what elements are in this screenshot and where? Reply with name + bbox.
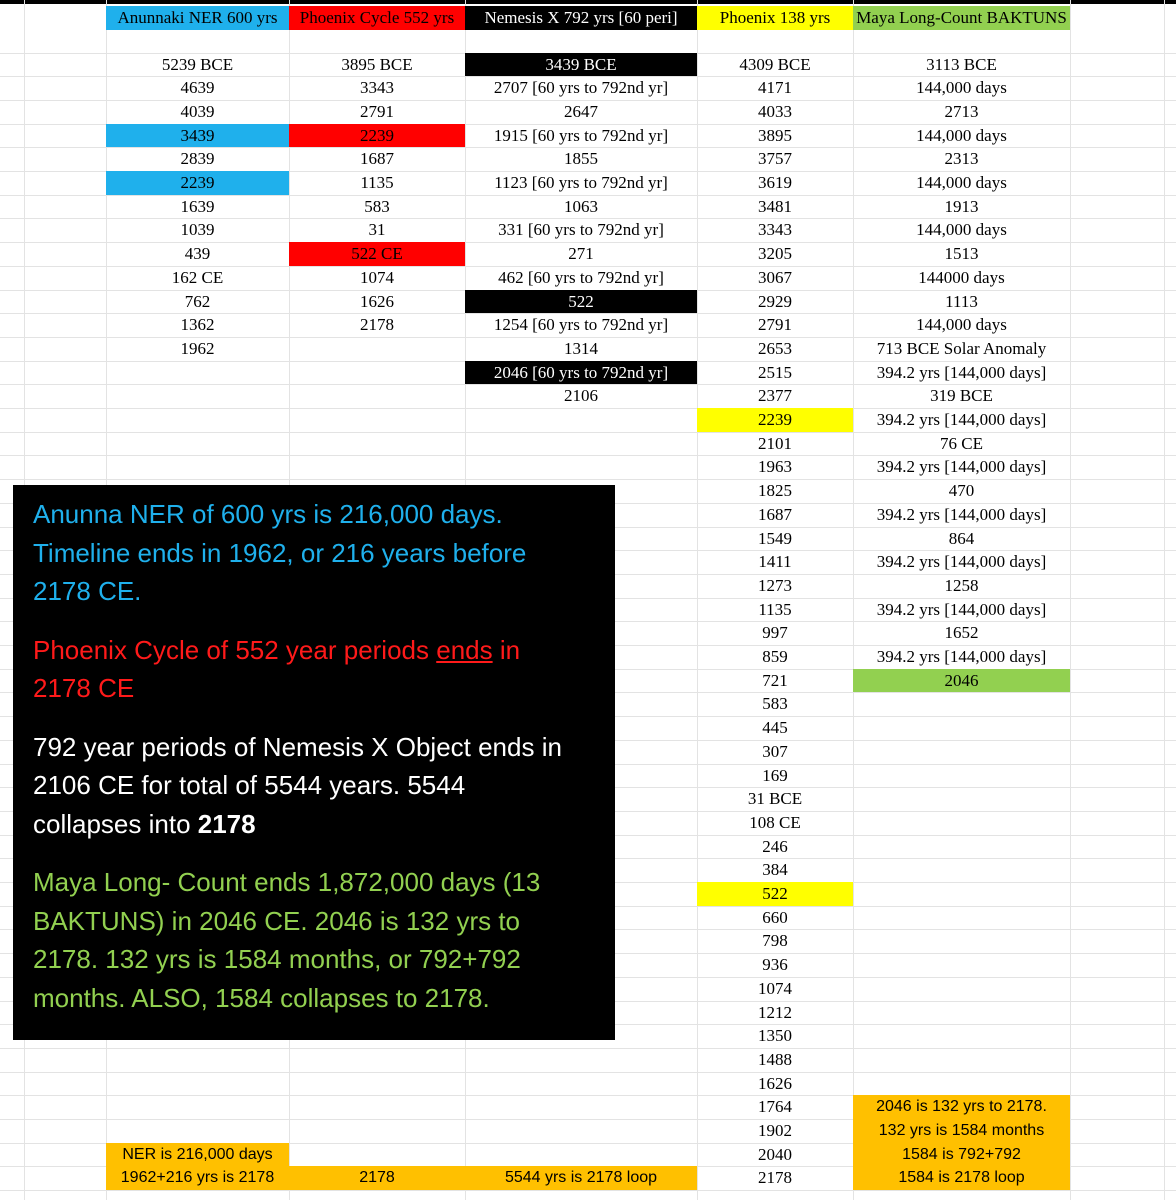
data-cell[interactable]: 1039 <box>180 220 215 240</box>
data-cell[interactable]: 3757 <box>758 149 792 169</box>
data-cell[interactable]: 1314 <box>564 338 598 358</box>
data-cell[interactable]: 462 [60 yrs to 792nd yr] <box>498 267 664 287</box>
data-cell[interactable]: 2929 <box>758 291 792 311</box>
data-cell[interactable]: 1963 <box>758 457 792 477</box>
column-header-2[interactable]: Phoenix Cycle 552 yrs <box>289 6 465 30</box>
data-cell[interactable]: 583 <box>364 196 390 216</box>
summary-cell[interactable]: NER is 216,000 days <box>106 1143 289 1167</box>
data-cell[interactable]: 3113 BCE <box>926 54 997 74</box>
data-cell[interactable]: 2178 <box>758 1168 792 1188</box>
gridline-horizontal <box>0 1190 1176 1191</box>
data-cell[interactable]: 1652 <box>944 623 979 643</box>
summary-cell[interactable]: 2046 is 132 yrs to 2178. <box>853 1095 1070 1119</box>
data-cell[interactable]: 331 [60 yrs to 792nd yr] <box>498 220 664 240</box>
data-cell[interactable]: 2178 <box>360 315 394 335</box>
data-cell[interactable]: 2791 <box>758 315 792 335</box>
data-cell[interactable]: 1825 <box>758 481 792 501</box>
data-cell[interactable]: 2707 [60 yrs to 792nd yr] <box>493 78 669 98</box>
data-cell[interactable]: 1063 <box>564 196 598 216</box>
data-cell[interactable]: 384 <box>762 860 788 880</box>
data-cell[interactable]: 144,000 days <box>916 220 1007 240</box>
data-cell[interactable]: 3439 <box>106 124 289 148</box>
data-cell[interactable]: 1074 <box>758 978 792 998</box>
data-cell[interactable]: 1135 <box>360 173 394 192</box>
data-cell[interactable]: 859 <box>762 647 788 666</box>
data-cell[interactable]: 2377 <box>758 386 792 406</box>
data-cell[interactable]: 1123 [60 yrs to 792nd yr] <box>494 173 668 192</box>
data-cell[interactable]: 997 <box>762 623 788 643</box>
data-cell[interactable]: 3895 BCE <box>341 54 413 74</box>
data-cell[interactable]: 319 BCE <box>930 386 993 406</box>
gridline-horizontal <box>0 1048 1176 1049</box>
data-cell[interactable]: 2515 <box>758 362 792 382</box>
data-cell[interactable]: 1962 <box>180 338 215 358</box>
data-cell[interactable]: 3067 <box>758 267 792 287</box>
data-cell[interactable]: 31 <box>368 220 386 240</box>
data-cell[interactable]: 246 <box>762 836 788 856</box>
data-cell[interactable]: 31 BCE <box>747 789 803 809</box>
data-cell[interactable]: 3205 <box>758 244 792 264</box>
note-nemesis: 792 year periods of Nemesis X Object ends in 2106 CE for total of 5544 years. 5544 collapses into 2178 <box>33 731 562 839</box>
data-cell[interactable]: 1639 <box>180 196 215 216</box>
data-cell[interactable]: 439 <box>184 244 211 264</box>
data-cell[interactable]: 144,000 days <box>916 125 1007 145</box>
data-cell[interactable]: 307 <box>762 741 788 761</box>
data-cell[interactable]: 2101 <box>758 433 792 453</box>
data-cell[interactable]: 169 <box>762 765 788 785</box>
data-cell[interactable]: 583 <box>762 694 788 714</box>
data-cell[interactable]: 3343 <box>360 78 394 98</box>
data-cell[interactable]: 3481 <box>758 196 792 216</box>
data-cell[interactable]: 1626 <box>758 1073 792 1093</box>
data-cell[interactable]: 2106 <box>564 386 598 406</box>
annotation-textbox <box>13 485 615 1040</box>
data-cell[interactable]: 162 CE <box>171 267 224 287</box>
data-cell[interactable]: 3343 <box>758 220 792 240</box>
note-ner: Anunna NER of 600 yrs is 216,000 days. Timeline ends in 1962, or 216 years before 2178 CE. <box>33 499 527 606</box>
gridline-vertical <box>1070 0 1071 1200</box>
data-cell[interactable]: 4309 BCE <box>739 54 811 74</box>
data-cell[interactable]: 713 BCE Solar Anomaly <box>876 338 1047 358</box>
data-cell[interactable]: 1902 <box>758 1121 792 1140</box>
summary-cell[interactable]: 1584 is 2178 loop <box>853 1166 1070 1190</box>
data-cell[interactable]: 394.2 yrs [144,000 days] <box>876 457 1047 477</box>
data-cell[interactable]: 394.2 yrs [144,000 days] <box>876 504 1047 524</box>
note-maya: Maya Long- Count ends 1,872,000 days (13 BAKTUNS) in 2046 CE. 2046 is 132 yrs to 2178. 132 yrs is 1584 months, or 792+792 months. ALSO, 1584 collapses to 2178. <box>33 867 541 1013</box>
data-cell[interactable]: 144000 days <box>918 267 1005 287</box>
data-cell[interactable]: 4039 <box>180 101 215 121</box>
summary-cell[interactable]: 1584 is 792+792 <box>853 1143 1070 1167</box>
data-cell[interactable]: 2046 <box>853 669 1070 693</box>
data-cell[interactable]: 1074 <box>360 267 394 287</box>
data-cell[interactable]: 522 <box>465 290 697 314</box>
data-cell[interactable]: 2239 <box>289 124 465 148</box>
data-cell[interactable]: 394.2 yrs [144,000 days] <box>876 410 1047 429</box>
data-cell[interactable]: 1549 <box>758 528 792 548</box>
summary-cell[interactable]: 132 yrs is 1584 months <box>853 1119 1070 1143</box>
data-cell[interactable]: 522 CE <box>289 242 465 266</box>
data-cell[interactable]: 1212 <box>758 1002 792 1022</box>
data-cell[interactable]: 3619 <box>758 173 792 192</box>
summary-cell[interactable]: 5544 yrs is 2178 loop <box>465 1166 697 1190</box>
data-cell[interactable]: 798 <box>762 931 788 951</box>
data-cell[interactable]: 470 <box>948 481 975 501</box>
data-cell[interactable]: 271 <box>568 244 594 264</box>
data-cell[interactable]: 394.2 yrs [144,000 days] <box>876 362 1047 382</box>
data-cell[interactable]: 522 <box>697 882 853 906</box>
data-cell[interactable]: 936 <box>762 955 788 975</box>
data-cell[interactable]: 144,000 days <box>916 78 1007 98</box>
data-cell[interactable]: 1913 <box>944 196 979 216</box>
data-cell[interactable]: 4033 <box>758 101 792 121</box>
data-cell[interactable]: 4171 <box>758 78 792 98</box>
data-cell[interactable]: 445 <box>762 718 788 738</box>
data-cell[interactable]: 2239 <box>697 408 853 432</box>
data-cell[interactable]: 1626 <box>360 291 394 311</box>
column-header-1[interactable]: Anunnaki NER 600 yrs <box>106 6 289 30</box>
data-cell[interactable]: 144,000 days <box>916 173 1007 192</box>
data-cell[interactable]: 2713 <box>944 101 979 121</box>
data-cell[interactable]: 762 <box>184 291 211 311</box>
data-cell[interactable]: 3439 BCE <box>465 53 697 77</box>
data-cell[interactable]: 1350 <box>758 1026 792 1046</box>
data-cell[interactable]: 1411 <box>758 552 792 572</box>
data-cell[interactable]: 1488 <box>758 1049 792 1069</box>
gridline-horizontal <box>0 1072 1176 1073</box>
data-cell[interactable]: 1915 [60 yrs to 792nd yr] <box>493 125 669 145</box>
data-cell[interactable]: 1764 <box>758 1097 792 1117</box>
data-cell[interactable]: 394.2 yrs [144,000 days] <box>876 599 1047 619</box>
data-cell[interactable]: 3895 <box>758 125 792 145</box>
data-cell[interactable]: 2313 <box>944 149 979 169</box>
data-cell[interactable]: 144,000 days <box>916 315 1007 335</box>
data-cell[interactable]: 1687 <box>758 504 792 524</box>
data-cell[interactable]: 108 CE <box>749 812 801 832</box>
column-header-3[interactable]: Nemesis X 792 yrs [60 peri] <box>465 6 697 30</box>
data-cell[interactable]: 864 <box>948 528 975 548</box>
data-cell[interactable]: 5239 BCE <box>161 54 234 74</box>
data-cell[interactable]: 2653 <box>758 338 792 358</box>
data-cell[interactable]: 2791 <box>360 101 394 121</box>
data-cell[interactable]: 1513 <box>944 244 979 264</box>
gridline-vertical <box>1164 0 1165 1200</box>
data-cell[interactable]: 76 CE <box>940 433 983 453</box>
data-cell[interactable]: 2647 <box>564 101 598 121</box>
data-cell[interactable]: 660 <box>762 907 788 927</box>
summary-cell[interactable]: 1962+216 yrs is 2178 <box>106 1166 289 1190</box>
column-header-4[interactable]: Phoenix 138 yrs <box>697 6 853 30</box>
data-cell[interactable]: 2046 [60 yrs to 792nd yr] <box>465 361 697 385</box>
note-phoenix: Phoenix Cycle of 552 year periods ends in 2178 CE <box>33 634 521 703</box>
data-cell[interactable]: 2239 <box>106 171 289 195</box>
data-cell[interactable]: 4639 <box>180 78 215 98</box>
data-cell[interactable]: 1113 <box>945 291 978 311</box>
column-header-5[interactable]: Maya Long-Count BAKTUNS <box>853 6 1070 30</box>
data-cell[interactable]: 1362 <box>180 315 215 335</box>
data-cell[interactable]: 1273 <box>758 575 792 595</box>
data-cell[interactable]: 721 <box>762 670 788 690</box>
data-cell[interactable]: 1254 [60 yrs to 792nd yr] <box>493 315 669 335</box>
data-cell[interactable]: 1855 <box>564 149 598 169</box>
data-cell[interactable]: 394.2 yrs [144,000 days] <box>876 552 1047 572</box>
data-cell[interactable]: 2040 <box>758 1144 792 1164</box>
summary-cell[interactable]: 2178 <box>289 1166 465 1190</box>
data-cell[interactable]: 394.2 yrs [144,000 days] <box>876 647 1047 666</box>
data-cell[interactable]: 2839 <box>180 149 215 169</box>
data-cell[interactable]: 1687 <box>360 149 394 169</box>
data-cell[interactable]: 1135 <box>758 599 792 619</box>
data-cell[interactable]: 1258 <box>944 575 979 595</box>
